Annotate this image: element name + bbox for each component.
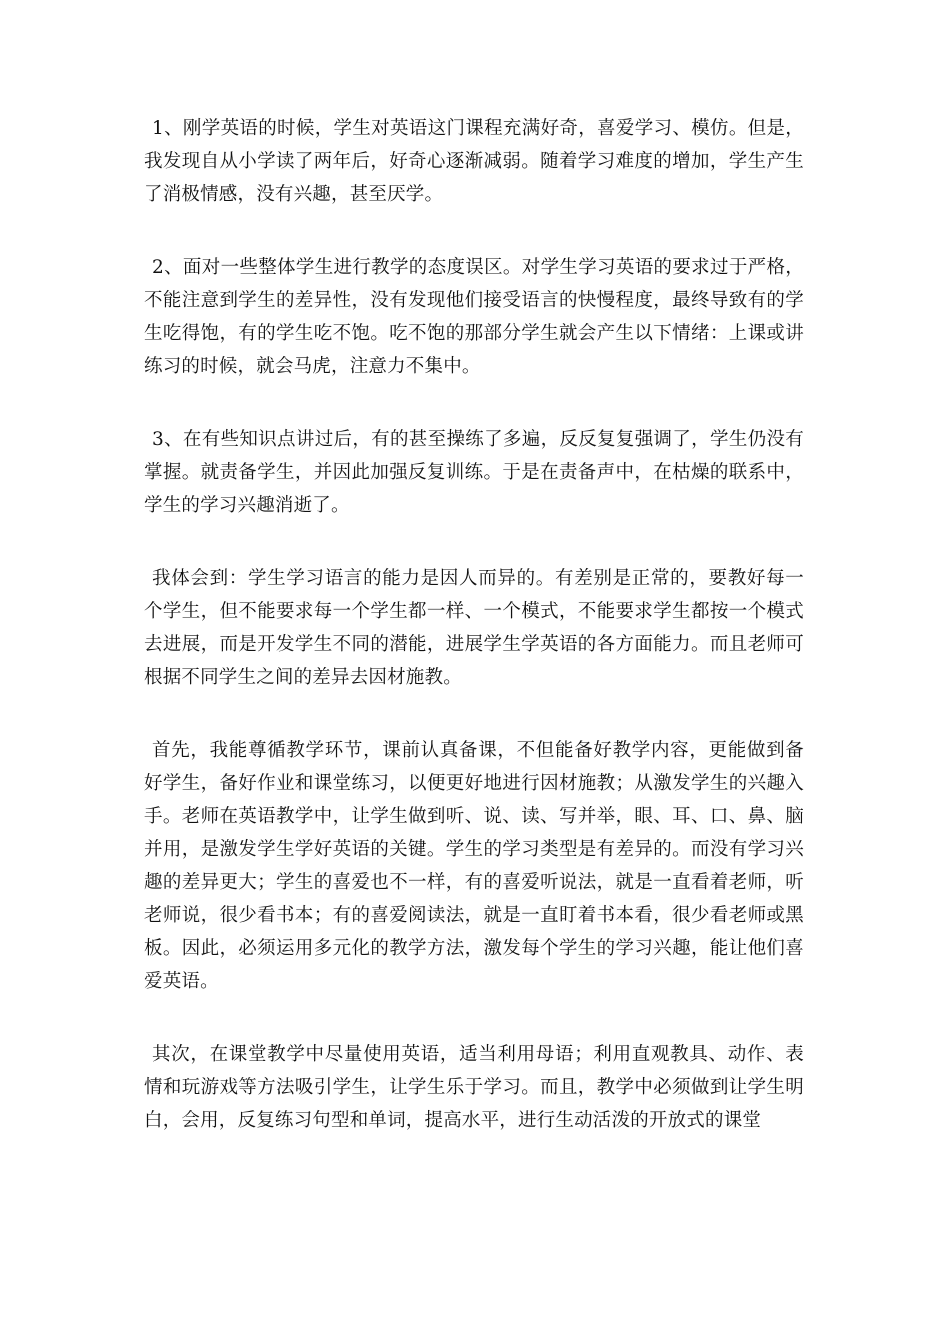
document-body <box>144 112 804 1137</box>
paragraph-5: 首先，我能尊循教学环节，课前认真备课，不但能备好教学内容，更能做到备好学生，备好作业和课堂练习，以便更好地进行因材施教；从激发学生的兴趣入手。老师在英语教学中，让学生做到听、说、读、写并举，眼、耳、口、鼻、脑并用，是激发学生学好英语的关键。学生的学习类型是有差异的。而没有学习兴趣的差异更大；学生的喜爱也不一样，有的喜爱听说法，就是一直看着老师，听老师说，很少看书本；有的喜爱阅读法，就是一直盯着书本看，很少看老师或黑板。因此，必须运用多元化的教学方法，激发每个学生的学习兴趣，能让他们喜爱英语。 <box>144 740 804 992</box>
paragraph-3: 3、在有些知识点讲过后，有的甚至操练了多遍，反反复复强调了，学生仍没有掌握。就责备学生，并因此加强反复训练。于是在责备声中，在枯燥的联系中，学生的学习兴趣消逝了。 <box>144 429 804 516</box>
paragraph-1: 1、刚学英语的时候，学生对英语这门课程充满好奇，喜爱学习、模仿。但是，我发现自从小学读了两年后，好奇心逐渐减弱。随着学习难度的增加，学生产生了消极情感，没有兴趣，甚至厌学。 <box>144 118 804 205</box>
paragraph-6: 其次，在课堂教学中尽量使用英语，适当利用母语；利用直观教具、动作、表情和玩游戏等方法吸引学生，让学生乐于学习。而且，教学中必须做到让学生明白，会用，反复练习句型和单词，提高水平，进行生动活泼的开放式的课堂 <box>144 1044 804 1131</box>
paragraph-4: 我体会到：学生学习语言的能力是因人而异的。有差别是正常的，要教好每一个学生，但不能要求每一个学生都一样、一个模式，不能要求学生都按一个模式去进展，而是开发学生不同的潜能，进展学生学英语的各方面能力。而且老师可根据不同学生之间的差异去因材施教。 <box>144 568 804 688</box>
paragraph-2: 2、面对一些整体学生进行教学的态度误区。对学生学习英语的要求过于严格，不能注意到学生的差异性，没有发现他们接受语言的快慢程度，最终导致有的学生吃得饱，有的学生吃不饱。吃不饱的那部分学生就会产生以下情绪：上课或讲练习的时候，就会马虎，注意力不集中。 <box>144 257 804 377</box>
